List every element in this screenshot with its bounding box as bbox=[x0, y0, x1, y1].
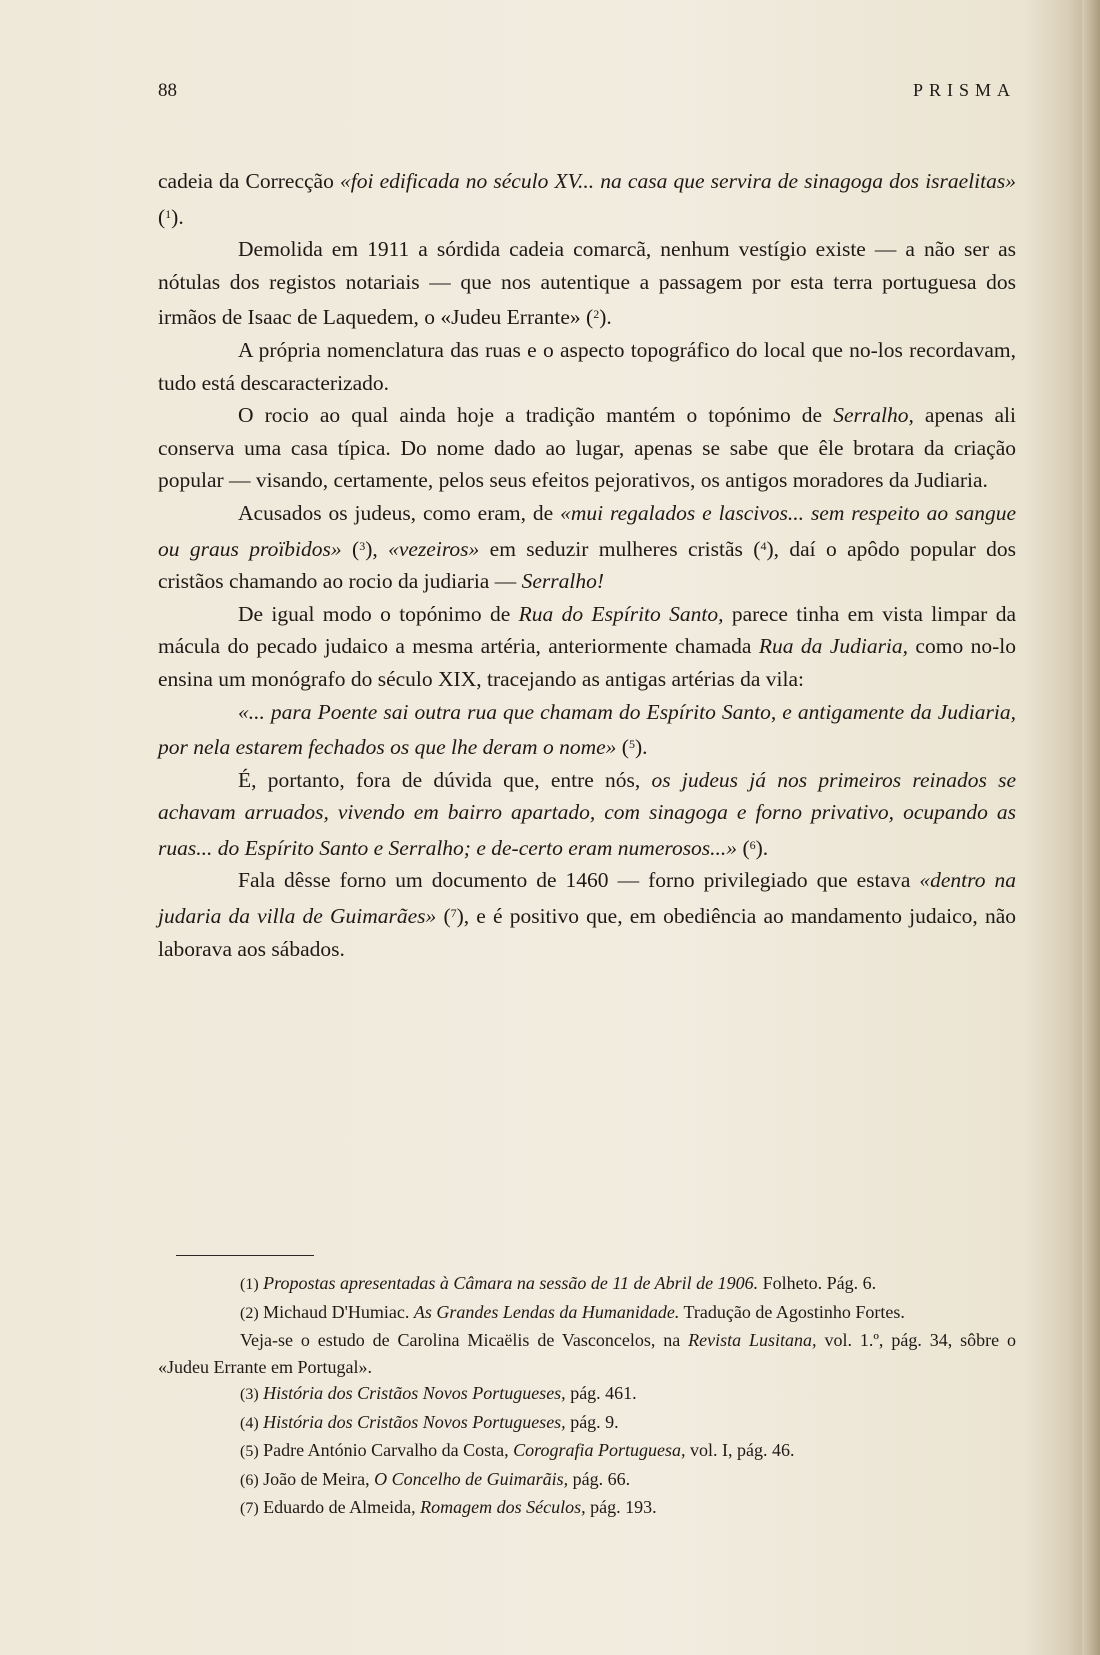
italic-span: Propostas apresentadas à Câmara na sessão de 11 de Abril de 1906. bbox=[263, 1273, 759, 1293]
footnote-divider bbox=[176, 1255, 314, 1256]
footnote-ref: 3 bbox=[359, 538, 366, 553]
footnote-5 bbox=[158, 1437, 1016, 1466]
page-edge bbox=[1082, 0, 1100, 1655]
paragraph-4 bbox=[158, 399, 1016, 497]
footnote-number: (5) bbox=[240, 1443, 259, 1460]
text-span: pág. 66. bbox=[568, 1468, 631, 1489]
text-span: João de Meira, bbox=[263, 1468, 375, 1489]
paragraph-3: A própria nomenclatura das ruas e o aspecto topográfico do local que no-los recordavam, tudo está descaracterizado. bbox=[158, 337, 1016, 395]
text-span: Tradução de Agostinho Fortes. bbox=[679, 1301, 905, 1322]
footnote-number: (6) bbox=[240, 1471, 259, 1489]
text-span: ( bbox=[737, 835, 750, 860]
italic-span: Rua da Judiaria, bbox=[758, 634, 909, 659]
paragraph-9 bbox=[158, 864, 1016, 965]
italic-span: Romagem dos Séculos, bbox=[420, 1497, 586, 1517]
page-number: 88 bbox=[158, 80, 177, 101]
italic-span: Serralho, bbox=[833, 403, 914, 428]
paragraph-2 bbox=[158, 233, 1016, 334]
text-span: pág. 9. bbox=[565, 1411, 619, 1432]
main-text bbox=[158, 165, 1016, 965]
text-span: parece tinha em vista limpar da mácula do pecado judaico a mesma artéria, anteriormente chamada bbox=[158, 601, 1016, 659]
quote-span: «vezeiros» bbox=[388, 536, 480, 561]
footnote-ref: 7 bbox=[450, 906, 457, 921]
quote-span: «mui regalados e lascivos... sem respeito ao sangue ou graus proïbidos» bbox=[158, 500, 1017, 561]
text-span: ( bbox=[158, 204, 166, 229]
quote-span: «dentro na judaria da villa de Guimarães» bbox=[158, 868, 1016, 929]
text-span: ), e é positivo que, em obediência ao mandamento judaico, não laborava aos sábados. bbox=[158, 904, 1016, 961]
text-span: Eduardo de Almeida, bbox=[263, 1497, 421, 1517]
footnote-4 bbox=[158, 1409, 1016, 1438]
text-span: vol. I, pág. 46. bbox=[685, 1440, 795, 1460]
footnote-7 bbox=[158, 1494, 1016, 1523]
quote-span: os judeus já nos primeiros reinados se achavam arruados, vivendo em bairro apartado, com sinagoga e forno privativo, ocupando as ruas... do Espírito Santo e Serralho; e de-certo eram numerosos...» bbox=[158, 767, 1016, 860]
text-span: vol. 1.º, pág. 34, sôbre o «Judeu Errante em Portugal». bbox=[158, 1330, 1017, 1377]
text-span: ). bbox=[634, 735, 648, 760]
italic-span: História dos Cristãos Novos Portugueses, bbox=[263, 1411, 566, 1432]
text-span: ( bbox=[616, 735, 629, 760]
footnote-ref: 1 bbox=[165, 206, 172, 221]
text-span: pág. 193. bbox=[585, 1497, 657, 1517]
italic-span: Corografia Portuguesa, bbox=[513, 1440, 686, 1460]
footnote-ref: 6 bbox=[749, 837, 756, 852]
footnote-1 bbox=[158, 1270, 1016, 1299]
paragraph-7 bbox=[158, 696, 1016, 764]
text-span: Acusados os judeus, como eram, de bbox=[238, 500, 561, 525]
text-span: De igual modo o topónimo de bbox=[238, 601, 519, 626]
paragraph-1 bbox=[158, 165, 1016, 233]
footnote-2 bbox=[158, 1299, 1016, 1328]
footnote-ref: 5 bbox=[628, 737, 635, 752]
footnote-6 bbox=[158, 1466, 1016, 1495]
text-span: pág. 461. bbox=[565, 1383, 637, 1403]
footnote-ref: 4 bbox=[760, 538, 767, 553]
footnote-3 bbox=[158, 1380, 1016, 1409]
footnotes bbox=[158, 1270, 1016, 1523]
text-span: É, portanto, fora de dúvida que, entre nós, bbox=[238, 767, 652, 792]
paragraph-5 bbox=[158, 497, 1016, 598]
italic-span: História dos Cristãos Novos Portugueses, bbox=[263, 1383, 566, 1403]
text-span: cadeia da Correcção bbox=[158, 169, 340, 193]
text-span: apenas ali conserva uma casa típica. Do nome dado ao lugar, apenas se sabe que êle brotara da criação popular — visando, certamente, pelos seus efeitos pejorativos, os antigos moradores da Judiaria. bbox=[158, 403, 1016, 493]
quote-span: «... para Poente sai outra rua que chamam do Espírito Santo, e antigamente da Judiaria, por nela estarem fechados os que lhe deram o nome» bbox=[158, 699, 1016, 760]
footnote-number: (4) bbox=[240, 1414, 259, 1432]
italic-span: As Grandes Lendas da Humanidade. bbox=[413, 1301, 680, 1322]
italic-span: Rua do Espírito Santo, bbox=[518, 601, 724, 626]
text-span: O rocio ao qual ainda hoje a tradição mantém o topónimo de bbox=[238, 403, 834, 428]
text-span: Demolida em 1911 a sórdida cadeia comarcã, nenhum vestígio existe — a não ser as nótulas dos registos notariais — que nos autentique a passagem por esta terra portuguesa dos irmãos de Isaac de Laquedem, o «Judeu Errante» ( bbox=[158, 237, 1016, 330]
text-span: ). bbox=[755, 835, 769, 860]
text-span: ( bbox=[341, 536, 360, 561]
text-span: Fala dêsse forno um documento de 1460 — forno privilegiado que estava bbox=[238, 868, 920, 893]
footnote-ref: 2 bbox=[593, 307, 600, 322]
text-span: ). bbox=[171, 204, 184, 229]
footnote-number: (1) bbox=[240, 1276, 259, 1293]
text-span: como no-lo ensina um monógrafo do século XIX, tracejando as antigas artérias da vila: bbox=[158, 634, 1016, 691]
text-span: ). bbox=[599, 305, 612, 330]
text-span: Padre António Carvalho da Costa, bbox=[263, 1440, 514, 1460]
footnote-number: (7) bbox=[240, 1500, 259, 1517]
quote-span: «foi edificada no século XV... na casa que servira de sinagoga dos israelitas» bbox=[339, 169, 1016, 193]
text-span: Michaud D'Humiac. bbox=[263, 1301, 414, 1322]
italic-span: Serralho! bbox=[521, 569, 605, 594]
text-span: Folheto. Pág. 6. bbox=[758, 1273, 877, 1293]
text-span: Veja-se o estudo de Carolina Micaëlis de Vasconcelos, na bbox=[240, 1330, 689, 1350]
page-header bbox=[158, 80, 1016, 102]
italic-span: Revista Lusitana, bbox=[688, 1330, 817, 1350]
text-span: ), bbox=[365, 536, 389, 561]
footnote-number: (2) bbox=[240, 1304, 259, 1322]
running-title: PRISMA bbox=[912, 80, 1016, 100]
footnote-2-continued bbox=[158, 1327, 1016, 1380]
italic-span: O Concelho de Guimarãis, bbox=[374, 1468, 569, 1489]
text-span: ), daí o apôdo popular dos cristãos chamando ao rocio da judiaria — bbox=[158, 536, 1016, 594]
text-span: ( bbox=[436, 904, 451, 929]
footnote-number: (3) bbox=[240, 1386, 259, 1403]
text-span: em seduzir mulheres cristãs ( bbox=[479, 536, 761, 561]
paragraph-8 bbox=[158, 764, 1016, 865]
paragraph-6 bbox=[158, 598, 1016, 696]
